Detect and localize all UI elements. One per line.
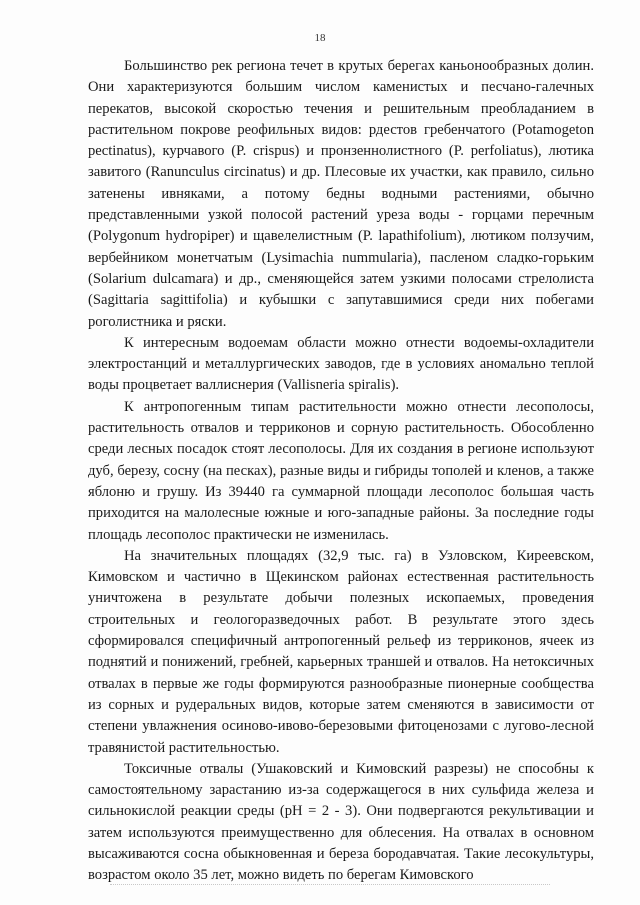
paragraph-cooling-ponds: К интересным водоемам области можно отнести водоемы-охладители электростанций и металлургических заводов, где в условиях аномально теплой воды процветает валлиснерия (Vallisneria spiralis).: [88, 334, 594, 394]
paragraph-rivers: Большинство рек региона течет в крутых берегах каньонообразных долин. Они характеризуются большим числом каменистых и песчано-галечных перекатов, высокой скоростью течения и решительным преобладанием в растительном покрове реофильных видов: рдестов гребенчатого (Potamogeton pectinatus), курчавого (P. crispus) и пронзеннолистного (P. perfoliatus), лютика завитого (Ranunculus circinatus) и др. Плесовые их участки, как правило, сильно затенены ивняками, а потому бедны водными растениями, обычно представленными узкой полосой растений уреза воды - горцами перечным (Polygonum hydropiper) и щавелелистным (P. lapathifolium), лютиком ползучим, вербейником монетчатым (Lysimachia nummularia), пасленом сладко-горьким (Solarium dulcamara) и др., сменяющейся затем узкими полосами стрелолиста (Sagittaria sagittifolia) и кубышки с запутавшимися среди них побегами роголистника и ряски.: [88, 58, 594, 330]
paragraph-anthropogenic-vegetation: К антропогенным типам растительности можно отнести лесополосы, растительность отвалов и терриконов и сорную растительность. Обособленно среди лесных посадок стоят лесополосы. Для их создания в регионе используют дуб, березу, сосну (на песках), разные виды и гибриды тополей и кленов, а также яблоню и грушу. Из 39440 га суммарной площади лесополос большая часть приходится на малолесные южные и юго-западные районы. За последние годы площадь лесополос практически не изменилась.: [88, 398, 594, 543]
page-number: 18: [314, 32, 326, 44]
scan-artifact: [110, 884, 550, 886]
body-text: [88, 56, 594, 887]
paragraph-mining-areas: На значительных площадях (32,9 тыс. га) в Узловском, Киреевском, Кимовском и частично в Щекинском районах естественная растительность уничтожена в результате добычи полезных ископаемых, проведения строительных и геологоразведочных работ. В результате этого здесь сформировался специфичный антропогенный рельеф из терриконов, ячеек из поднятий и понижений, гребней, карьерных траншей и отвалов. На нетоксичных отвалах в первые же годы формируются разнообразные пионерные сообщества из сорных и рудеральных видов, которые затем сменяются в зависимости от степени увлажнения осиново-ивово-березовыми фитоценозами с лугово-лесной травянистой растительностью.: [88, 547, 594, 756]
paragraph-toxic-dumps: Токсичные отвалы (Ушаковский и Кимовский разрезы) не способны к самостоятельному зарастанию из-за содержащегося в них сульфида железа и сильнокислой реакции среды (pH = 2 - 3). Они подвергаются рекультивации и затем используются преимущественно для облесения. На отвалах в основном высаживаются сосна обыкновенная и береза бородавчатая. Такие лесокультуры, возрастом около 35 лет, можно видеть по берегам Кимовского: [88, 760, 594, 884]
